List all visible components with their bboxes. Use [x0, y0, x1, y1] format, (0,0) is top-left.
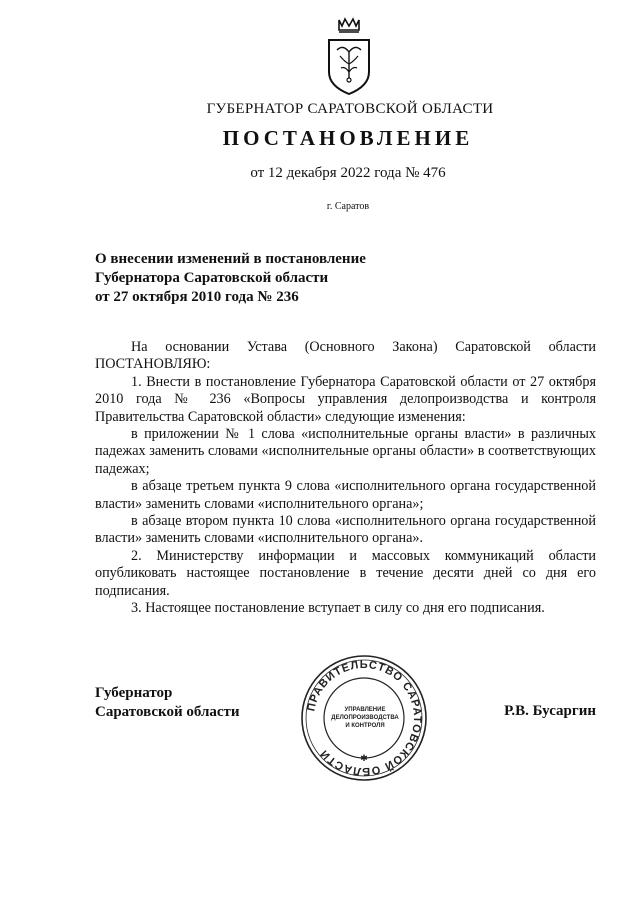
signatory-position-line: Саратовской области: [95, 704, 240, 720]
coat-of-arms-icon: [325, 16, 373, 96]
document-body: [95, 339, 596, 618]
body-paragraph-change-3: в абзаце втором пункта 10 слова «исполнительного органа государственной власти» заменить словами «исполнительного органа».: [95, 513, 596, 547]
title-line: О внесении изменений в постановление: [95, 251, 366, 267]
body-paragraph-basis: На основании Устава (Основного Закона) Саратовской области ПОСТАНОВЛЯЮ:: [95, 339, 596, 373]
title-line: от 27 октября 2010 года № 236: [95, 289, 299, 305]
svg-text:✱: ✱: [360, 754, 368, 764]
signatory-name: Р.В. Бусаргин: [504, 703, 596, 719]
document-city: г. Саратов: [326, 201, 370, 212]
body-paragraph-change-1: в приложении № 1 слова «исполнительные органы власти» в различных падежах заменить словами «исполнительные органы области» в соответствующих падежах;: [95, 426, 596, 477]
document-date-number: от 12 декабря 2022 года № 476: [250, 165, 446, 181]
signatory-position-line: Губернатор: [95, 685, 173, 701]
issuer-heading: ГУБЕРНАТОР САРАТОВСКОЙ ОБЛАСТИ: [206, 101, 494, 117]
title-line: Губернатора Саратовской области: [95, 270, 329, 286]
seal-inner-text: ДЕЛОПРОИЗВОДСТВА: [331, 715, 399, 721]
body-paragraph-change-2: в абзаце третьем пункта 9 слова «исполнительного органа государственной власти» заменить словами «исполнительного органа»;: [95, 478, 596, 512]
body-paragraph-item-2: 2. Министерству информации и массовых коммуникаций области опубликовать настоящее постановление в течение десяти дней со дня его подписания.: [95, 547, 596, 599]
seal-inner-text: УПРАВЛЕНИЕ: [344, 707, 386, 713]
seal-inner-text: И КОНТРОЛЯ: [345, 723, 385, 729]
document-type-heading: ПОСТАНОВЛЕНИЕ: [222, 126, 474, 150]
body-paragraph-item-1: 1. Внести в постановление Губернатора Саратовской области от 27 октября 2010 года № 236 «Вопросы управления делопроизводства и контроля Правительства Саратовской области» следующие изменения:: [95, 373, 596, 425]
body-paragraph-item-3: 3. Настоящее постановление вступает в силу со дня его подписания.: [131, 600, 545, 617]
signatory-position: [95, 684, 240, 722]
document-title: [95, 250, 415, 307]
seal-ring-text: ПРАВИТЕЛЬСТВО САРАТОВСКОЙ ОБЛАСТИ: [305, 658, 424, 778]
